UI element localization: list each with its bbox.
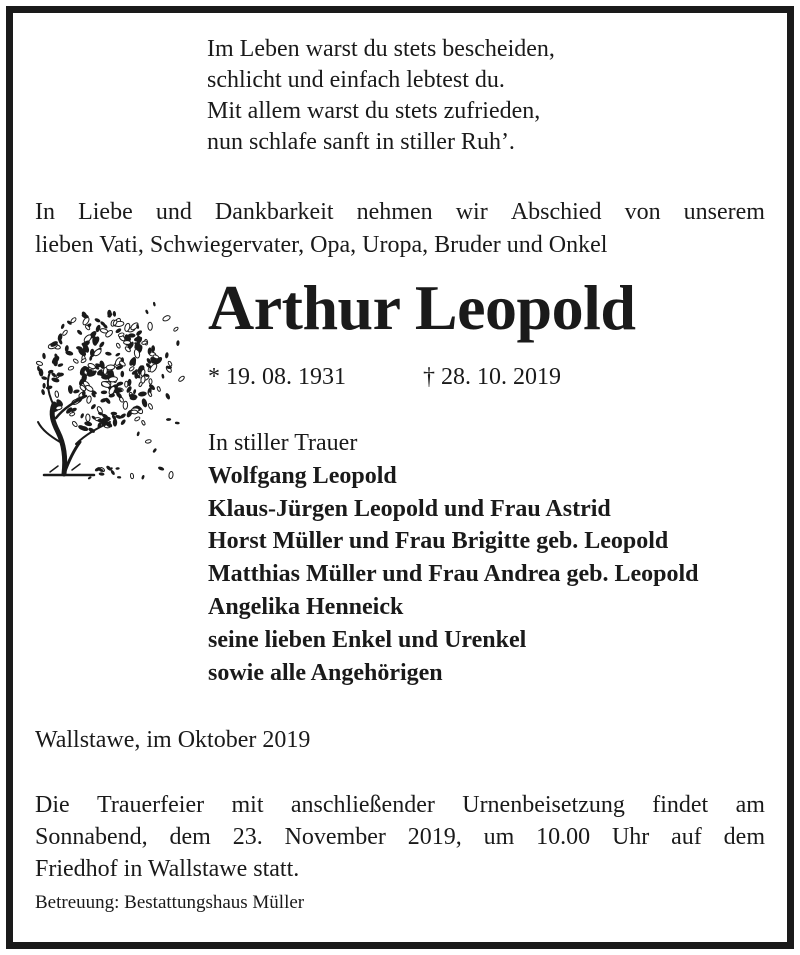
ceremony-line-3: Friedhof in Wallstawe statt. — [35, 856, 300, 882]
ceremony-word: November — [284, 824, 386, 850]
death-date: † 28. 10. 2019 — [423, 364, 561, 390]
intro-word: von — [624, 199, 661, 225]
intro-word: Abschied — [510, 199, 602, 225]
memorial-poem — [207, 34, 555, 158]
ceremony-word: Die — [35, 792, 70, 818]
ceremony-word: Sonnabend, — [35, 824, 148, 850]
ceremony-word: 10.00 — [536, 824, 591, 850]
funeral-home-credit: Betreuung: Bestattungshaus Müller — [35, 892, 305, 913]
tree-with-falling-leaves-icon — [20, 282, 200, 487]
ceremony-word: dem — [723, 824, 765, 850]
ceremony-word: Urnenbeisetzung — [462, 792, 625, 818]
ceremony-word: 2019, — [407, 824, 462, 850]
ceremony-word: auf — [671, 824, 702, 850]
intro-word: Liebe — [78, 199, 133, 225]
farewell-intro — [35, 196, 765, 262]
ceremony-word: Uhr — [611, 824, 650, 850]
mourner: sowie alle Angehörigen — [208, 659, 443, 686]
ceremony-word: mit — [231, 792, 264, 818]
mourner: Matthias Müller und Frau Andrea geb. Leopold — [208, 561, 699, 588]
intro-word: wir — [455, 199, 488, 225]
ceremony-word: um — [483, 824, 515, 850]
ceremony-word: am — [735, 792, 765, 818]
ceremony-word: anschließender — [290, 792, 435, 818]
ceremony-word: 23. — [232, 824, 263, 850]
ceremony-line-1 — [35, 789, 765, 821]
mourners-list — [208, 427, 699, 689]
poem-line: schlicht und einfach lebtest du. — [207, 67, 505, 93]
poem-line: Im Leben warst du stets bescheiden, — [207, 36, 555, 62]
intro-line-2: lieben Vati, Schwiegervater, Opa, Uropa, Bruder und Onkel — [35, 232, 608, 258]
intro-word: In — [35, 199, 55, 225]
mourner: Angelika Henneick — [208, 593, 404, 620]
poem-line: nun schlafe sanft in stiller Ruh’. — [207, 129, 515, 155]
intro-word: nehmen — [356, 199, 433, 225]
mourner: Horst Müller und Frau Brigitte geb. Leopold — [208, 528, 669, 555]
intro-word: unserem — [683, 199, 765, 225]
funeral-notice — [35, 789, 765, 885]
ceremony-word: findet — [652, 792, 709, 818]
mourning-lead: In stiller Trauer — [208, 430, 358, 456]
intro-word: Dankbarkeit — [214, 199, 334, 225]
mourner: Wolfgang Leopold — [208, 462, 397, 489]
poem-line: Mit allem warst du stets zufrieden, — [207, 98, 541, 124]
ceremony-word: dem — [169, 824, 211, 850]
mourner: Klaus-Jürgen Leopold und Frau Astrid — [208, 495, 611, 522]
place-and-date: Wallstawe, im Oktober 2019 — [35, 727, 311, 753]
ceremony-line-2 — [35, 821, 765, 853]
intro-line-1 — [35, 196, 765, 229]
deceased-name: Arthur Leopold — [208, 272, 636, 343]
birth-date: * 19. 08. 1931 — [208, 364, 346, 390]
intro-word: und — [155, 199, 192, 225]
ceremony-word: Trauerfeier — [97, 792, 205, 818]
mourner: seine lieben Enkel und Urenkel — [208, 626, 527, 653]
